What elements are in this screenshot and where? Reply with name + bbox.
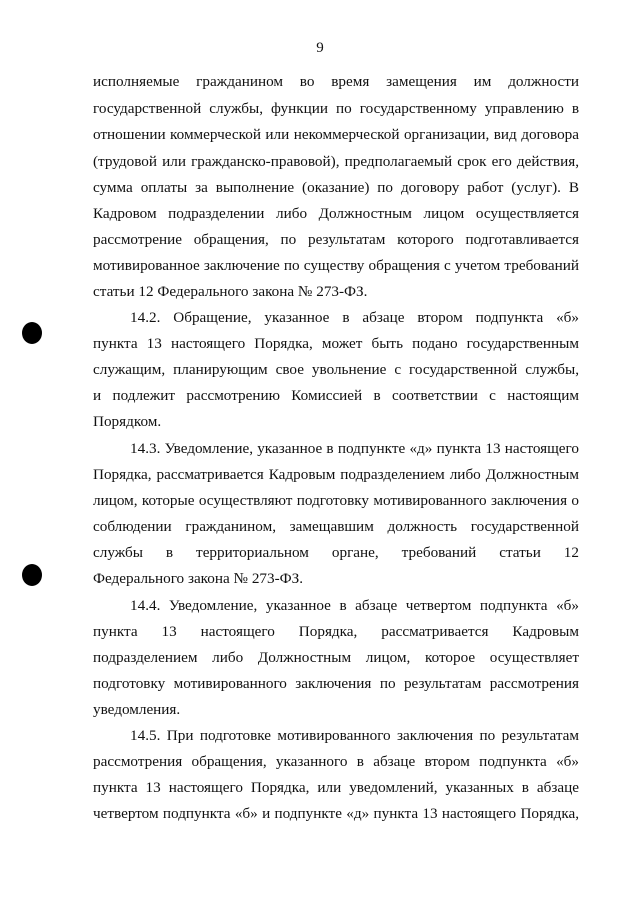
text-line: соблюдении гражданином, замещавшим должность государственной (93, 518, 579, 535)
text-line: пункта 13 настоящего Порядка, рассматривается Кадровым (93, 623, 579, 640)
text-line: рассмотрение обращения, по результатам которого подготавливается (93, 231, 579, 248)
page-number: 9 (316, 40, 324, 56)
paragraph-first-line: 14.2. Обращение, указанное в абзаце втором подпункта «б» (130, 309, 579, 326)
text-line: лицом, которые осуществляют подготовку мотивированного заключения о (93, 492, 579, 509)
text-line: уведомления. (93, 701, 181, 718)
text-line: Кадровом подразделении либо Должностным лицом осуществляется (93, 205, 579, 222)
text-line: государственной службы, функции по государственному управлению в (93, 100, 579, 117)
text-line: (трудовой или гражданско-правовой), предполагаемый срок его действия, (93, 153, 579, 170)
paragraph-first-line: 14.4. Уведомление, указанное в абзаце четвертом подпункта «б» (130, 597, 579, 614)
text-line: Федерального закона № 273-ФЗ. (93, 570, 304, 587)
text-line: пункта 13 настоящего Порядка, или уведомлений, указанных в абзаце (93, 779, 579, 796)
text-line: отношении коммерческой или некоммерческой организации, вид договора (93, 126, 579, 143)
text-line: сумма оплаты за выполнение (оказание) по договору работ (услуг). В (93, 179, 579, 196)
text-line: пункта 13 настоящего Порядка, может быть подано государственным (93, 335, 579, 352)
text-line: четвертом подпункта «б» и подпункте «д» пункта 13 настоящего Порядка, (93, 805, 579, 822)
text-line: подготовку мотивированного заключения по результатам рассмотрения (93, 675, 579, 692)
paragraph-first-line: 14.3. Уведомление, указанное в подпункте «д» пункта 13 настоящего (130, 440, 579, 457)
text-line: и подлежит рассмотрению Комиссией в соответствии с настоящим (93, 387, 579, 404)
binder-hole-bottom (22, 564, 42, 586)
text-line: Порядка, рассматривается Кадровым подразделением либо Должностным (93, 466, 579, 483)
text-line: службы в территориальном органе, требований статьи 12 (93, 544, 579, 561)
paragraph-first-line: 14.5. При подготовке мотивированного заключения по результатам (130, 727, 579, 744)
text-line: служащим, планирующим свое увольнение с государственной службы, (93, 361, 579, 378)
text-line: исполняемые гражданином во время замещения им должности (93, 73, 579, 90)
text-line: Порядком. (93, 413, 162, 430)
binder-hole-top (22, 322, 42, 344)
text-line: мотивированное заключение по существу обращения с учетом требований (93, 257, 579, 274)
text-line: рассмотрения обращения, указанного в абзаце втором подпункта «б» (93, 753, 579, 770)
text-line: статьи 12 Федерального закона № 273-ФЗ. (93, 283, 368, 300)
text-line: подразделением либо Должностным лицом, которое осуществляет (93, 649, 579, 666)
